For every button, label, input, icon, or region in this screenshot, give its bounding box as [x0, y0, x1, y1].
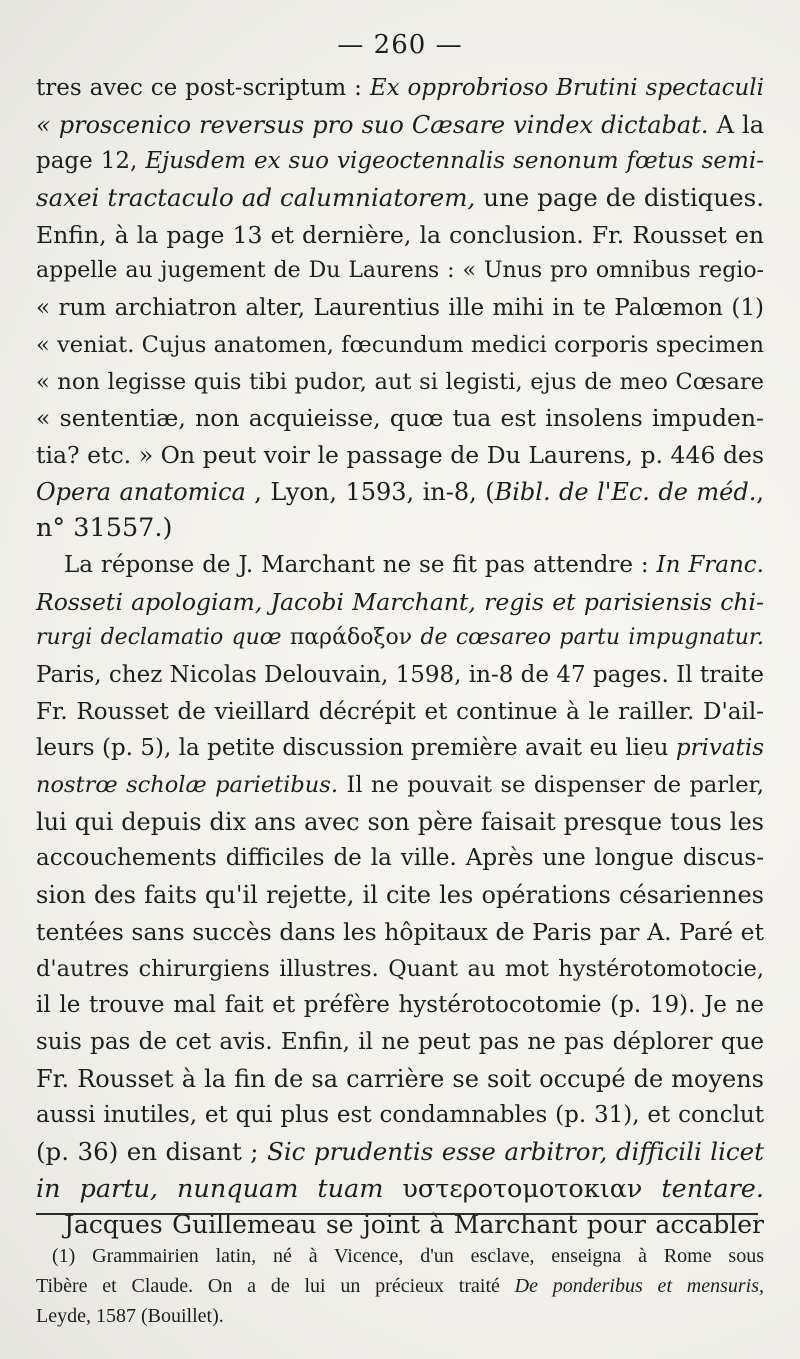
text-line: [36, 951, 764, 988]
text-line: [36, 143, 764, 180]
text-line: [36, 1171, 764, 1208]
italic-segment: tentare.: [661, 1173, 764, 1204]
text-segment: d'autres chirurgiens illustres. Quant au mot hystérotomotocie,: [36, 955, 764, 982]
text-segment: παράδοξον: [281, 625, 421, 651]
text-segment: appelle au jugement de Du Laurens : « Unus pro omnibus regio-: [36, 258, 764, 284]
text-segment: Jacques Guillemeau se joint à Marchant pour accabler: [64, 1210, 764, 1240]
text-segment: sion des faits qu'il rejette, il cite les opérations césariennes: [36, 881, 764, 910]
text-segment: Il ne pouvait se dispenser de parler,: [338, 772, 764, 799]
text-segment: tentées sans succès dans les hôpitaux de Paris par A. Paré et: [36, 917, 764, 946]
italic-segment: rurgi declamatio quœ: [36, 625, 282, 651]
main-text: [36, 70, 764, 1244]
italic-segment: Ejusdem ex suo vigeoctennalis senonum fœtus semi-: [145, 148, 764, 175]
text-segment: lui qui depuis dix ans avec son père faisait presque tous les: [36, 807, 764, 836]
text-line: [36, 253, 764, 290]
text-line: [36, 804, 764, 841]
text-segment: « sententiæ, non acquieisse, quœ tua est insolens impuden-: [36, 404, 764, 433]
text-line: [36, 510, 764, 547]
text-segment: aussi inutiles, et qui plus est condamnables (p. 31), et conclut: [36, 1102, 764, 1129]
italic-segment: Rosseti apologiam, Jacobi Marchant, regis et parisiensis chi-: [36, 587, 764, 616]
italic-segment: Ex opprobrioso Brutini spectaculi: [369, 75, 764, 101]
italic-segment: Opera anatomica: [36, 477, 246, 506]
text-segment: une page de distiques.: [475, 183, 764, 213]
text-line: [36, 584, 764, 621]
text-segment: « veniat. Cujus anatomen, fœcundum medici corporis specimen: [36, 331, 764, 358]
italic-segment: in partu, nunquam tuam: [36, 1173, 384, 1204]
text-segment: suis pas de cet avis. Enfin, il ne peut pas ne pas déplorer que: [36, 1028, 764, 1055]
footnote-line: (1) Grammairien latin, né à Vicence, d'un esclave, enseigna à Rome sous: [52, 1245, 764, 1267]
text-segment: Paris, chez Nicolas Delouvain, 1598, in-8 de 47 pages. Il traite: [36, 662, 764, 688]
text-line: [36, 290, 764, 327]
footnote-line: Leyde, 1587 (Bouillet).: [36, 1305, 224, 1327]
footnote-text: Tibère et Claude. On a de lui un précieux traité: [36, 1275, 515, 1297]
text-line: [36, 217, 764, 254]
italic-segment: saxei tractaculo ad calumniatorem,: [36, 183, 476, 213]
text-line: [36, 987, 764, 1024]
text-line: [36, 657, 764, 694]
text-line: [36, 547, 764, 584]
text-line: [36, 1024, 764, 1061]
text-segment: υστεροτομοτοκιαν: [383, 1173, 662, 1204]
text-segment: « rum archiatron alter, Laurentius ille mihi in te Palœmon (1): [36, 295, 764, 322]
italic-segment: Bibl. de l'Ec. de méd.: [494, 477, 757, 506]
text-line: [36, 914, 764, 951]
text-segment: il le trouve mal fait et préfère hystérotocotomie (p. 19). Je ne: [36, 992, 764, 1019]
text-line: [36, 107, 764, 144]
text-segment: leurs (p. 5), la petite discussion première avait eu lieu: [36, 735, 676, 762]
text-line: [36, 840, 764, 877]
text-line: [36, 694, 764, 731]
footnote-line: [36, 1271, 764, 1301]
footnote-separator: [36, 1213, 758, 1215]
text-segment: La réponse de J. Marchant ne se fit pas attendre :: [64, 551, 657, 578]
text-segment: Enfin, à la page 13 et dernière, la conclusion. Fr. Rousset en: [36, 220, 764, 249]
italic-segment: privatis: [675, 735, 764, 762]
text-segment: « non legisse quis tibi pudor, aut si legisti, ejus de meo Cœsare: [36, 368, 764, 395]
footnote-italic-title: De ponderibus et mensuris,: [514, 1275, 765, 1297]
text-segment: ,: [756, 477, 764, 506]
text-line: [36, 437, 764, 474]
text-line: [36, 1061, 764, 1098]
text-line: [36, 1134, 764, 1171]
text-line: [36, 767, 764, 804]
text-segment: page 12,: [36, 148, 146, 175]
italic-segment: In Franc.: [656, 551, 764, 578]
text-line: [36, 364, 764, 401]
text-line: [36, 327, 764, 364]
text-segment: tres avec ce post-scriptum :: [36, 75, 370, 101]
text-line: [36, 474, 764, 511]
text-segment: accouchements difficiles de la ville. Après une longue discus-: [36, 845, 764, 872]
italic-segment: de cœsareo partu impugnatur.: [420, 625, 764, 651]
italic-segment: « proscenico reversus pro suo Cæsare vindex dictabat.: [36, 110, 709, 139]
text-segment: tia? etc. » On peut voir le passage de Du Laurens, p. 446 des: [36, 440, 764, 469]
footnotes: [36, 1241, 764, 1331]
text-line: [36, 877, 764, 914]
text-segment: Fr. Rousset de vieillard décrépit et continue à le railler. D'ail-: [36, 698, 764, 725]
text-segment: , Lyon, 1593, in-8, (: [245, 477, 495, 506]
text-segment: A la: [708, 110, 764, 139]
page-number: — 260 —: [337, 30, 463, 60]
text-line: [36, 1097, 764, 1134]
text-line: [36, 180, 764, 217]
italic-segment: Sic prudentis esse arbitror, difficili licet: [267, 1136, 765, 1166]
italic-segment: nostrœ scholæ parietibus.: [36, 772, 338, 799]
text-line: [36, 400, 764, 437]
text-line: [36, 70, 764, 107]
text-line: [36, 620, 764, 657]
text-segment: n° 31557.): [36, 513, 173, 544]
text-line: [36, 730, 764, 767]
text-segment: Fr. Rousset à la fin de sa carrière se soit occupé de moyens: [36, 1064, 764, 1093]
text-segment: (p. 36) en disant ;: [36, 1136, 268, 1166]
